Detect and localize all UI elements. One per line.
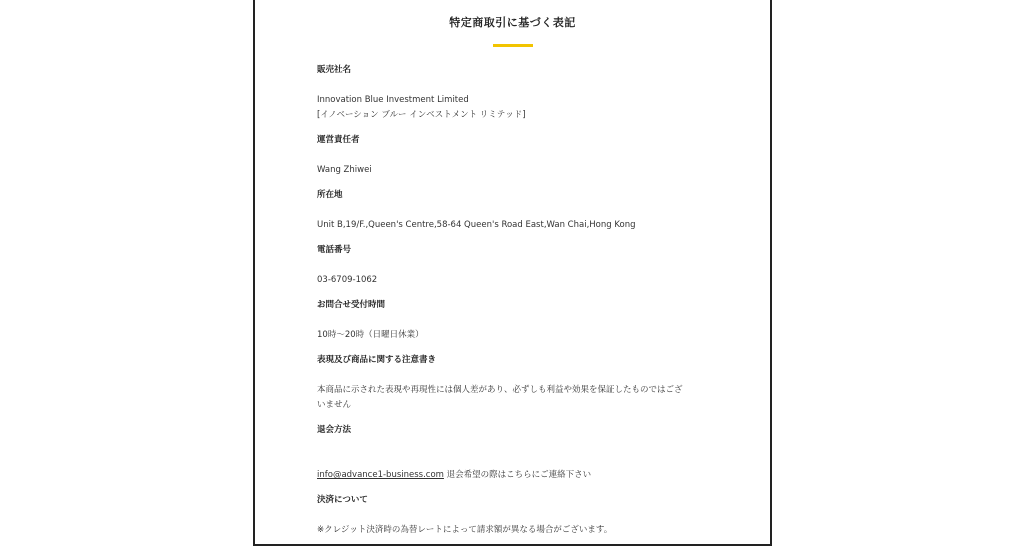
section-label: 販売社名 bbox=[317, 65, 352, 75]
section-contact-hours bbox=[317, 299, 737, 343]
unsubscribe-email-link[interactable]: info@advance1-business.com bbox=[317, 470, 444, 480]
section-label: 運営責任者 bbox=[317, 135, 360, 145]
section-unsubscribe bbox=[317, 424, 737, 483]
contact-hours: 10時〜20時（日曜日休業） bbox=[317, 330, 424, 340]
seller-name-en: Innovation Blue Investment Limited bbox=[317, 95, 469, 105]
title-accent-bar bbox=[493, 44, 533, 47]
disclaimer-line-2: いません bbox=[317, 400, 352, 410]
section-address bbox=[317, 189, 737, 233]
section-phone bbox=[317, 244, 737, 288]
payment-note: ※クレジット決済時の為替レートによって請求額が異なる場合がございます。 bbox=[317, 525, 613, 535]
manager-name: Wang Zhiwei bbox=[317, 165, 372, 175]
seller-name-ja: [イノベーション ブルー インベストメント リミテッド] bbox=[317, 110, 526, 120]
phone-number: 03-6709-1062 bbox=[317, 275, 378, 285]
section-label: 電話番号 bbox=[317, 245, 352, 255]
section-label: 決済について bbox=[317, 495, 368, 505]
section-label: 所在地 bbox=[317, 190, 343, 200]
section-label: お問合せ受付時間 bbox=[317, 300, 386, 310]
section-label: 表現及び商品に関する注意書き bbox=[317, 355, 437, 365]
legal-notice-panel bbox=[253, 0, 772, 546]
page-title: 特定商取引に基づく表記 bbox=[449, 16, 576, 29]
section-disclaimer bbox=[317, 354, 737, 413]
unsubscribe-note: 退会希望の際はこちらにご連絡下さい bbox=[443, 470, 592, 480]
disclaimer-line-1: 本商品に示された表現や再現性には個人差があり、必ずしも利益や効果を保証したものではござ bbox=[317, 385, 683, 395]
section-seller-name bbox=[317, 64, 737, 123]
section-manager bbox=[317, 134, 737, 178]
address-text: Unit B,19/F.,Queen's Centre,58-64 Queen's Road East,Wan Chai,Hong Kong bbox=[317, 220, 636, 230]
section-label: 退会方法 bbox=[317, 425, 352, 435]
section-payment bbox=[317, 494, 737, 538]
unsubscribe-text bbox=[317, 468, 737, 483]
